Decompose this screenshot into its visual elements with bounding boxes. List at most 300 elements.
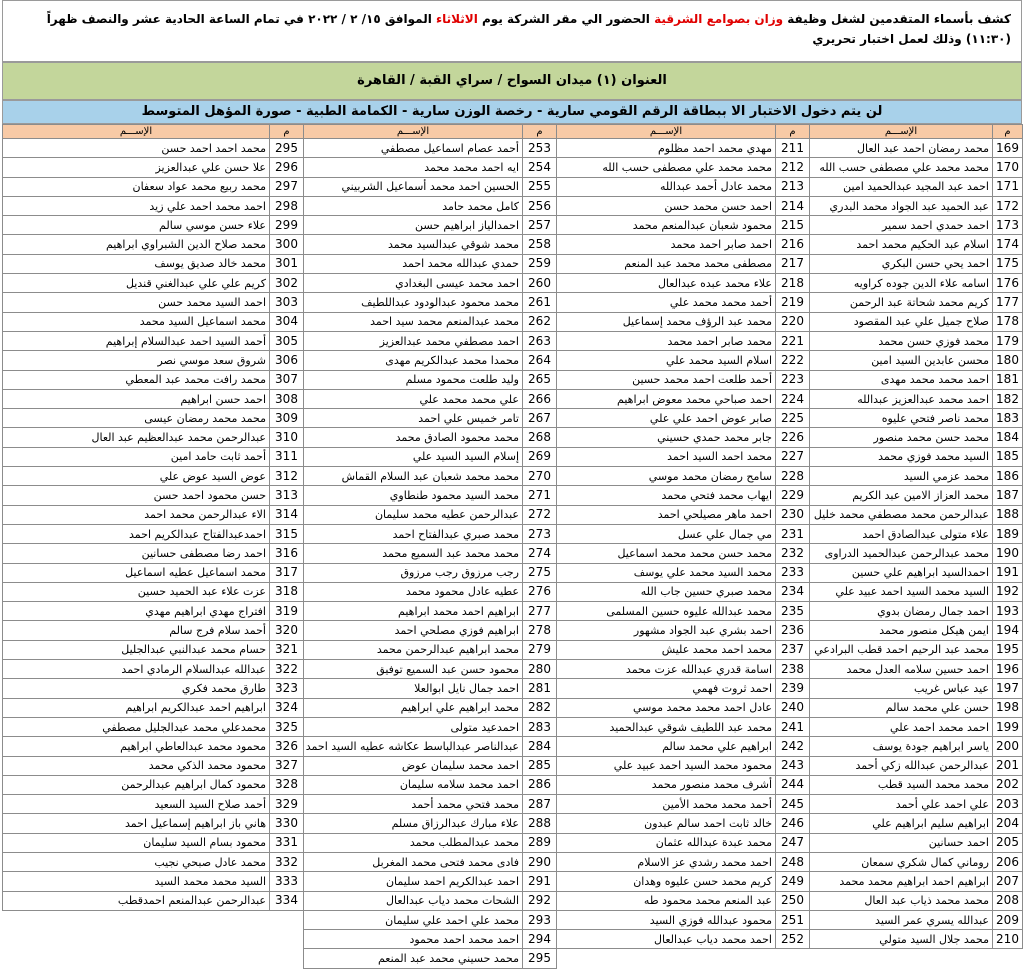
candidate-number: 242 — [776, 737, 810, 756]
candidate-name: عبدالرحمن عطيه محمد سليمان — [304, 505, 523, 524]
candidate-number: 289 — [523, 833, 557, 852]
candidate-name: اسلام السيد محمد علي — [557, 351, 776, 370]
candidate-name: احمد محمد رشدي عز الاسلام — [557, 852, 776, 871]
table-row — [3, 177, 1023, 196]
candidate-name: تامر خميس علي احمد — [304, 409, 523, 428]
candidate-name: عطيه عادل محمود محمد — [304, 582, 523, 601]
candidate-number: 191 — [993, 563, 1023, 582]
candidate-number: 300 — [270, 235, 304, 254]
candidate-name: احمد صابر احمد محمد — [557, 235, 776, 254]
candidate-name: حسن محمود احمد حسن — [3, 486, 270, 505]
empty-cell — [3, 930, 270, 949]
candidate-name: مي جمال علي عسل — [557, 524, 776, 543]
candidate-name: احمد حسن محمد حسن — [557, 196, 776, 215]
candidate-name: محمد عبدالمطلب محمد — [304, 833, 523, 852]
empty-cell — [3, 910, 270, 929]
candidate-name: أحمد سلام فرج سالم — [3, 621, 270, 640]
candidate-name: عزت علاء عبد الحميد حسين — [3, 582, 270, 601]
candidate-number: 209 — [993, 910, 1023, 929]
candidate-number: 229 — [776, 486, 810, 505]
exam-sheet — [2, 0, 1022, 966]
candidate-name: محمد رمضان احمد عبد العال — [810, 139, 993, 158]
column-header-num: م — [523, 125, 557, 139]
candidate-number: 302 — [270, 274, 304, 293]
candidate-number: 324 — [270, 698, 304, 717]
empty-cell — [776, 949, 810, 968]
header-day: الاثلاثاء — [436, 12, 478, 26]
candidate-name: محمد احمد احمد حسن — [3, 139, 270, 158]
candidate-number: 304 — [270, 312, 304, 331]
candidate-number: 265 — [523, 370, 557, 389]
table-row — [3, 640, 1023, 659]
candidate-number: 230 — [776, 505, 810, 524]
candidate-name: صابر عوض احمد علي علي — [557, 409, 776, 428]
empty-cell — [557, 949, 776, 968]
table-row — [3, 621, 1023, 640]
candidate-name: محمد عبدة عبدالله عثمان — [557, 833, 776, 852]
candidate-number: 243 — [776, 756, 810, 775]
candidate-number: 298 — [270, 196, 304, 215]
candidate-number: 197 — [993, 679, 1023, 698]
candidate-name: محمد محمد شعبان عبد السلام القماش — [304, 467, 523, 486]
candidate-name: محمد محمد عبد السميع محمد — [304, 544, 523, 563]
candidate-number: 174 — [993, 235, 1023, 254]
candidate-name: عبدالرحمن عبدالمنعم احمدقطب — [3, 891, 270, 910]
candidate-number: 225 — [776, 409, 810, 428]
candidate-number: 321 — [270, 640, 304, 659]
candidate-number: 271 — [523, 486, 557, 505]
column-header-num: م — [993, 125, 1023, 139]
candidate-number: 217 — [776, 254, 810, 273]
table-row — [3, 447, 1023, 466]
candidate-number: 186 — [993, 467, 1023, 486]
table-row — [3, 602, 1023, 621]
candidate-number: 212 — [776, 158, 810, 177]
candidate-number: 270 — [523, 467, 557, 486]
empty-cell — [3, 949, 270, 968]
candidate-name: رجب مرزوق رجب مرزوق — [304, 563, 523, 582]
candidate-name: احمد محمد احمد علي زيد — [3, 196, 270, 215]
candidate-name: فادى محمد فتحى محمد المغربل — [304, 852, 523, 871]
candidate-name: احمد محمد احمد محمود — [304, 930, 523, 949]
candidate-name: محمود كمال ابراهيم عبدالرحمن — [3, 775, 270, 794]
candidate-number: 170 — [993, 158, 1023, 177]
candidate-name: عبدالرحمن محمد مصطفي محمد خليل — [810, 505, 993, 524]
candidate-name: محمد العزاز الامين عبد الكريم — [810, 486, 993, 505]
candidate-number: 179 — [993, 331, 1023, 350]
candidate-name: كامل محمد حامد — [304, 196, 523, 215]
candidate-name: احمد صباحي محمد معوض ابراهيم — [557, 389, 776, 408]
table-row — [3, 910, 1023, 929]
candidate-number: 172 — [993, 196, 1023, 215]
candidate-number: 193 — [993, 602, 1023, 621]
candidates-table — [2, 124, 1023, 969]
empty-cell — [270, 949, 304, 968]
candidate-name: جابر محمد حمدي حسيني — [557, 428, 776, 447]
candidate-name: احمدعبدالفتاح عبدالكريم احمد — [3, 524, 270, 543]
candidate-name: احمد مصطفي محمد عبدالعزيز — [304, 331, 523, 350]
candidate-number: 245 — [776, 795, 810, 814]
candidate-name: محمد شوقي عبدالسيد محمد — [304, 235, 523, 254]
candidate-name: محمد صلاح الدين الشبراوي ابراهيم — [3, 235, 270, 254]
candidate-number: 334 — [270, 891, 304, 910]
candidate-number: 192 — [993, 582, 1023, 601]
table-row — [3, 563, 1023, 582]
candidate-name: محمد عادل صبحي نجيب — [3, 852, 270, 871]
candidate-number: 276 — [523, 582, 557, 601]
candidate-number: 257 — [523, 216, 557, 235]
candidate-number: 237 — [776, 640, 810, 659]
candidate-number: 189 — [993, 524, 1023, 543]
table-row — [3, 254, 1023, 273]
candidate-name: محمد خالد صديق يوسف — [3, 254, 270, 273]
candidate-number: 215 — [776, 216, 810, 235]
candidate-name: محمد فوزي حسن محمد — [810, 331, 993, 350]
candidate-number: 202 — [993, 775, 1023, 794]
candidate-number: 305 — [270, 331, 304, 350]
candidate-name: مهدي محمد احمد مظلوم — [557, 139, 776, 158]
candidate-number: 175 — [993, 254, 1023, 273]
candidate-name: احمد محمد سلامه سليمان — [304, 775, 523, 794]
candidate-number: 284 — [523, 737, 557, 756]
candidate-number: 182 — [993, 389, 1023, 408]
candidate-name: محمد محمد رمضان عيسى — [3, 409, 270, 428]
candidate-number: 218 — [776, 274, 810, 293]
candidate-name: محمد فتحي محمد أحمد — [304, 795, 523, 814]
candidate-name: كريم علي علي عبدالغني قنديل — [3, 274, 270, 293]
table-row — [3, 409, 1023, 428]
candidate-number: 256 — [523, 196, 557, 215]
table-row — [3, 660, 1023, 679]
candidate-number: 328 — [270, 775, 304, 794]
candidate-number: 233 — [776, 563, 810, 582]
empty-cell — [810, 949, 993, 968]
candidate-name: محمد ناصر فتحي عليوه — [810, 409, 993, 428]
candidate-number: 259 — [523, 254, 557, 273]
candidate-number: 295 — [523, 949, 557, 968]
candidate-number: 251 — [776, 910, 810, 929]
candidate-number: 247 — [776, 833, 810, 852]
candidate-name: عبدالله عبدالسلام الرمادي احمد — [3, 660, 270, 679]
candidate-name: محمود شعبان عبدالمنعم محمد — [557, 216, 776, 235]
candidate-number: 296 — [270, 158, 304, 177]
candidate-name: ايهاب محمد فتحي محمد — [557, 486, 776, 505]
candidate-number: 250 — [776, 891, 810, 910]
candidate-name: علا حسن علي عبدالعزيز — [3, 158, 270, 177]
candidate-number: 281 — [523, 679, 557, 698]
candidate-name: محمد محمود الصادق محمد — [304, 428, 523, 447]
candidate-name: احمد ماهر مصيلحي احمد — [557, 505, 776, 524]
candidate-name: احمد السيد محمد حسن — [3, 293, 270, 312]
candidate-name: محمد عزمي السيد — [810, 467, 993, 486]
candidate-number: 313 — [270, 486, 304, 505]
candidate-number: 254 — [523, 158, 557, 177]
table-row — [3, 833, 1023, 852]
candidate-number: 293 — [523, 910, 557, 929]
candidate-name: عبد المنعم محمد محمود طه — [557, 891, 776, 910]
candidate-number: 220 — [776, 312, 810, 331]
candidate-number: 198 — [993, 698, 1023, 717]
candidate-name: ابراهيم سليم ابراهيم علي — [810, 814, 993, 833]
candidate-name: احمد محمد احمد علي — [810, 717, 993, 736]
candidate-name: أشرف محمد منصور محمد — [557, 775, 776, 794]
candidate-name: عبدالناصر عبدالباسط عكاشه عطيه السيد احمد — [304, 737, 523, 756]
candidate-name: احمد محمد عبدالعزيز عبدالله — [810, 389, 993, 408]
candidate-number: 205 — [993, 833, 1023, 852]
candidate-number: 200 — [993, 737, 1023, 756]
candidate-number: 329 — [270, 795, 304, 814]
candidate-number: 201 — [993, 756, 1023, 775]
candidate-name: الشحات محمد دياب عبدالعال — [304, 891, 523, 910]
candidate-number: 285 — [523, 756, 557, 775]
candidate-name: احمد محمد عيسى البغدادي — [304, 274, 523, 293]
candidate-name: السيد محمد محمد السيد — [3, 872, 270, 891]
candidate-name: محمود عبدالله فوزي السيد — [557, 910, 776, 929]
candidate-name: محمد محمد علي مصطفى حسب الله — [557, 158, 776, 177]
candidate-number: 264 — [523, 351, 557, 370]
candidate-name: علاء مبارك عبدالرزاق مسلم — [304, 814, 523, 833]
candidate-name: روماني كمال شكري سمعان — [810, 852, 993, 871]
candidate-name: اسلام عبد الحكيم محمد احمد — [810, 235, 993, 254]
candidate-name: محسن عابدين السيد امين — [810, 351, 993, 370]
column-header-name: الإســـم — [304, 125, 523, 139]
candidate-name: كريم محمد شحاتة عبد الرحمن — [810, 293, 993, 312]
candidate-number: 216 — [776, 235, 810, 254]
table-row — [3, 428, 1023, 447]
candidate-number: 331 — [270, 833, 304, 852]
candidate-name: محمد رافت محمد عبد المعطي — [3, 370, 270, 389]
requirements-notice: لن يتم دخول الاختبار الا ببطاقة الرقم القومي سارية - رخصة الوزن سارية - الكمامة الطبية - صورة المؤهل المتوسط — [2, 100, 1022, 124]
candidate-number: 326 — [270, 737, 304, 756]
candidate-name: محمد صبري عبدالفتاح احمد — [304, 524, 523, 543]
candidate-number: 301 — [270, 254, 304, 273]
candidate-number: 330 — [270, 814, 304, 833]
candidate-name: محمد السيد محمد علي يوسف — [557, 563, 776, 582]
candidate-number: 171 — [993, 177, 1023, 196]
candidate-number: 226 — [776, 428, 810, 447]
candidate-number: 280 — [523, 660, 557, 679]
candidate-number: 210 — [993, 930, 1023, 949]
candidate-number: 291 — [523, 872, 557, 891]
candidate-name: محمد محمد السيد قطب — [810, 775, 993, 794]
candidate-name: احمد حمدي احمد سمير — [810, 216, 993, 235]
candidate-name: محمد عبدالله عليوه حسين المسلمى — [557, 602, 776, 621]
candidate-number: 181 — [993, 370, 1023, 389]
candidate-number: 219 — [776, 293, 810, 312]
candidate-number: 208 — [993, 891, 1023, 910]
header-part-3: الموافق ١٥/ ٢ / ٢٠٢٢ في تمام الساعة الحادية عشر والنصف ظهراً (١١:٣٠) وذلك لعمل اختبار تحريري — [46, 12, 1011, 46]
candidate-number: 253 — [523, 139, 557, 158]
candidate-name: حسام محمد عبدالنبي عبدالجليل — [3, 640, 270, 659]
candidate-number: 207 — [993, 872, 1023, 891]
candidate-name: عادل احمد محمد محمد موسي — [557, 698, 776, 717]
candidate-name: أحمد ثابت حامد امين — [3, 447, 270, 466]
candidate-number: 214 — [776, 196, 810, 215]
candidate-name: أحمد السيد احمد عبدالسلام إبراهيم — [3, 331, 270, 350]
candidate-number: 325 — [270, 717, 304, 736]
candidate-name: ابراهيم احمد ابراهيم محمد محمد — [810, 872, 993, 891]
candidate-number: 244 — [776, 775, 810, 794]
candidate-number: 309 — [270, 409, 304, 428]
candidate-number: 310 — [270, 428, 304, 447]
candidate-name: احمد محمد محمد مهدى — [810, 370, 993, 389]
candidate-number: 221 — [776, 331, 810, 350]
candidate-name: الاء عبدالرحمن محمد احمد — [3, 505, 270, 524]
header-job-title: وزان بصوامع الشرقية — [654, 12, 784, 26]
candidate-name: عبدالله يسري عمر السيد — [810, 910, 993, 929]
table-row — [3, 293, 1023, 312]
candidate-name: محمد علي احمد علي سليمان — [304, 910, 523, 929]
candidate-number: 295 — [270, 139, 304, 158]
candidate-number: 223 — [776, 370, 810, 389]
column-header-num: م — [776, 125, 810, 139]
candidate-name: علاء متولى عبدالصادق احمد — [810, 524, 993, 543]
candidate-number: 204 — [993, 814, 1023, 833]
table-row — [3, 795, 1023, 814]
candidate-name: محمد اسماعيل السيد محمد — [3, 312, 270, 331]
candidate-name: محمد اسماعيل عطيه اسماعيل — [3, 563, 270, 582]
candidate-name: علي احمد علي أحمد — [810, 795, 993, 814]
candidate-number: 266 — [523, 389, 557, 408]
candidate-name: السيد محمد فوزي محمد — [810, 447, 993, 466]
table-row — [3, 370, 1023, 389]
candidate-number: 282 — [523, 698, 557, 717]
candidate-name: ايمن هيكل منصور محمد — [810, 621, 993, 640]
table-header-row — [3, 125, 1023, 139]
candidate-name: احمد محمد دياب عبدالعال — [557, 930, 776, 949]
candidate-number: 206 — [993, 852, 1023, 871]
table-row — [3, 930, 1023, 949]
candidate-name: طارق محمد فكري — [3, 679, 270, 698]
candidate-name: محمد ابراهيم عبدالرحمن محمد — [304, 640, 523, 659]
candidate-name: محمود محمد السيد احمد عبيد علي — [557, 756, 776, 775]
candidate-number: 231 — [776, 524, 810, 543]
candidate-number: 277 — [523, 602, 557, 621]
candidate-name: احمد حسن ابراهيم — [3, 389, 270, 408]
candidate-number: 222 — [776, 351, 810, 370]
candidate-name: حسن علي محمد سالم — [810, 698, 993, 717]
candidate-number: 294 — [523, 930, 557, 949]
candidate-name: ابراهيم علي محمد سالم — [557, 737, 776, 756]
candidate-number: 188 — [993, 505, 1023, 524]
candidate-number: 316 — [270, 544, 304, 563]
candidate-name: محمد احمد محمد عليش — [557, 640, 776, 659]
candidate-number: 194 — [993, 621, 1023, 640]
candidate-name: اسامة قدري عبدالله عزت محمد — [557, 660, 776, 679]
candidate-number: 283 — [523, 717, 557, 736]
candidate-number: 267 — [523, 409, 557, 428]
candidate-number: 278 — [523, 621, 557, 640]
table-row — [3, 312, 1023, 331]
candidate-name: محمد حسيني محمد عبد المنعم — [304, 949, 523, 968]
header-part-1: كشف بأسماء المتقدمين لشغل وظيفة — [783, 12, 1011, 26]
candidate-number: 252 — [776, 930, 810, 949]
candidate-name: أحمد عصام اسماعيل مصطفي — [304, 139, 523, 158]
table-row — [3, 389, 1023, 408]
table-row — [3, 717, 1023, 736]
candidate-name: عبد الحميد عبد الجواد محمد البدري — [810, 196, 993, 215]
candidate-name: محمد محمد ذياب عبد العال — [810, 891, 993, 910]
table-row — [3, 756, 1023, 775]
empty-cell — [993, 949, 1023, 968]
candidate-number: 199 — [993, 717, 1023, 736]
candidate-number: 269 — [523, 447, 557, 466]
table-row — [3, 331, 1023, 350]
candidate-name: احمد حسانين — [810, 833, 993, 852]
candidate-name: محمد صبري حسين جاب الله — [557, 582, 776, 601]
candidate-number: 239 — [776, 679, 810, 698]
candidate-name: محمد حسن محمد محمد اسماعيل — [557, 544, 776, 563]
candidate-number: 299 — [270, 216, 304, 235]
candidate-name: السيد محمد السيد احمد عبيد علي — [810, 582, 993, 601]
candidate-name: ابراهيم احمد محمد ابراهيم — [304, 602, 523, 621]
table-row — [3, 486, 1023, 505]
candidate-name: احمد عبد المجيد عبدالحميد امين — [810, 177, 993, 196]
candidate-name: عيد عباس غريب — [810, 679, 993, 698]
candidate-name: احمد جمال نايل ابوالعلا — [304, 679, 523, 698]
candidate-name: ايه احمد محمد محمد — [304, 158, 523, 177]
candidate-name: وليد طلعت محمود مسلم — [304, 370, 523, 389]
candidate-number: 318 — [270, 582, 304, 601]
candidate-name: محمد عبدالرحمن عبدالحميد الدراوى — [810, 544, 993, 563]
candidate-number: 246 — [776, 814, 810, 833]
candidate-number: 184 — [993, 428, 1023, 447]
candidate-name: عبدالرحمن عبدالله زكي أحمد — [810, 756, 993, 775]
candidate-number: 249 — [776, 872, 810, 891]
table-row — [3, 544, 1023, 563]
candidate-name: احمد بشري عبد الجواد مشهور — [557, 621, 776, 640]
candidate-name: محمود حسن عبد السميع توفيق — [304, 660, 523, 679]
candidate-name: أحمد طلعت احمد محمد حسين — [557, 370, 776, 389]
table-row — [3, 158, 1023, 177]
candidate-number: 315 — [270, 524, 304, 543]
candidate-number: 177 — [993, 293, 1023, 312]
candidate-number: 224 — [776, 389, 810, 408]
table-body — [3, 139, 1023, 969]
candidate-name: كريم محمد حسن عليوه وهدان — [557, 872, 776, 891]
candidate-number: 180 — [993, 351, 1023, 370]
candidate-number: 290 — [523, 852, 557, 871]
candidate-number: 312 — [270, 467, 304, 486]
candidate-name: محمد محمود عبدالودود عبداللطيف — [304, 293, 523, 312]
candidate-name: احمد حسين سلامه العدل محمد — [810, 660, 993, 679]
candidate-number: 195 — [993, 640, 1023, 659]
candidate-name: محمود محمد الذكي محمد — [3, 756, 270, 775]
candidate-number: 322 — [270, 660, 304, 679]
candidate-name: مصطفى محمد محمد عبد المنعم — [557, 254, 776, 273]
candidate-name: أحمد محمد محمد الأمين — [557, 795, 776, 814]
candidate-number: 263 — [523, 331, 557, 350]
candidate-name: احمد ثروت فهمي — [557, 679, 776, 698]
candidate-number: 303 — [270, 293, 304, 312]
header-part-2: الحضور الي مقر الشركة يوم — [477, 12, 655, 26]
candidate-number: 203 — [993, 795, 1023, 814]
table-row — [3, 505, 1023, 524]
candidate-number: 272 — [523, 505, 557, 524]
candidate-number: 275 — [523, 563, 557, 582]
candidate-name: محمد حسن محمد منصور — [810, 428, 993, 447]
candidate-number: 185 — [993, 447, 1023, 466]
candidate-number: 323 — [270, 679, 304, 698]
candidate-name: محمد عبدالمنعم محمد سيد احمد — [304, 312, 523, 331]
candidate-number: 183 — [993, 409, 1023, 428]
table-row — [3, 698, 1023, 717]
candidate-number: 288 — [523, 814, 557, 833]
table-row — [3, 582, 1023, 601]
candidate-name: افتراج مهدي ابراهيم مهدي — [3, 602, 270, 621]
candidate-name: احمد يحي حسن البكري — [810, 254, 993, 273]
candidate-name: حمدي عبدالله محمد احمد — [304, 254, 523, 273]
